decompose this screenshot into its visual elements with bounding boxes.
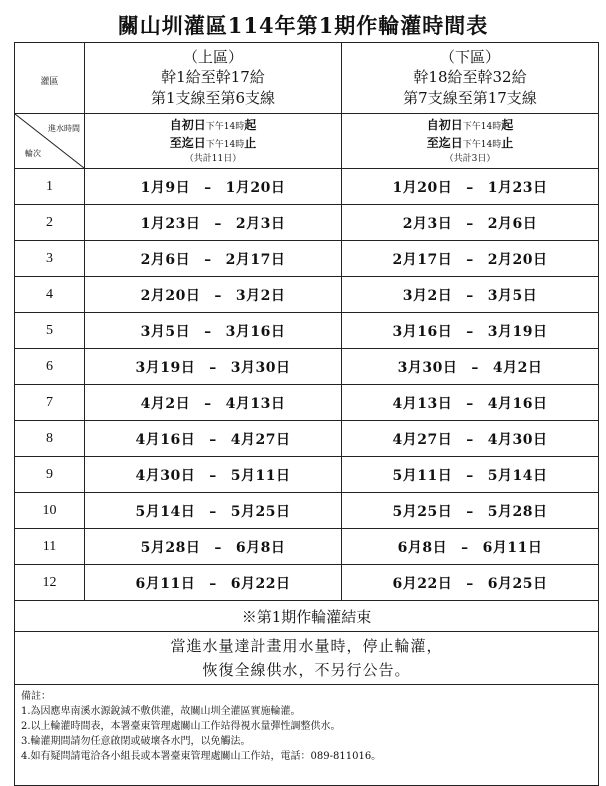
page-title: 關山圳灌區114年第1期作輪灌時間表: [117, 13, 489, 38]
lower-start-date: 6月22日: [392, 575, 453, 592]
remarks-section: [15, 685, 599, 786]
upper-start-date: 2月20日: [140, 287, 201, 304]
upper-end-rule: 至迄日下午14時止: [169, 135, 257, 150]
lower-end-date: 4月2日: [492, 359, 543, 376]
lower-zone-period: [342, 529, 599, 565]
upper-zone-name: （上區）: [182, 48, 243, 66]
upper-start-date: 4月30日: [135, 467, 196, 484]
zone-label-cell: [15, 43, 85, 114]
lower-zone-period: [342, 565, 599, 601]
water-supply-notice: [15, 632, 599, 685]
round-number: 9: [15, 457, 85, 493]
upper-end-date: 4月27日: [230, 431, 291, 448]
notice-line-1: 當進水量達計畫用水量時，停止輪灌，: [170, 637, 443, 655]
upper-time-rule: [85, 114, 342, 169]
date-dash: –: [466, 575, 474, 592]
lower-start-date: 2月3日: [402, 215, 453, 232]
upper-end-date: 2月3日: [235, 215, 286, 232]
round-number: 2: [15, 205, 85, 241]
table-row: [15, 169, 599, 205]
date-dash: –: [209, 431, 217, 448]
date-dash: –: [209, 467, 217, 484]
round-number: 6: [15, 349, 85, 385]
upper-end-date: 5月25日: [230, 503, 291, 520]
date-dash: –: [466, 431, 474, 448]
upper-end-date: 6月8日: [235, 539, 286, 556]
date-dash: –: [204, 395, 212, 412]
lower-end-date: 4月16日: [487, 395, 548, 412]
round-label: 輪次: [25, 149, 41, 158]
upper-zone-period: [85, 349, 342, 385]
upper-end-date: 3月2日: [235, 287, 286, 304]
irrigation-schedule-table: [14, 42, 599, 786]
lower-zone-period: [342, 457, 599, 493]
lower-end-date: 6月25日: [487, 575, 548, 592]
lower-start-date: 5月11日: [392, 467, 453, 484]
round-number: 1: [15, 169, 85, 205]
date-dash: –: [209, 503, 217, 520]
lower-total-days: （共計3日）: [444, 153, 496, 164]
upper-start-date: 1月23日: [140, 215, 201, 232]
date-dash: –: [214, 539, 222, 556]
date-dash: –: [466, 395, 474, 412]
lower-end-date: 3月5日: [487, 287, 538, 304]
lower-time-rule: [342, 114, 599, 169]
upper-end-date: 6月22日: [230, 575, 291, 592]
lower-end-date: 1月23日: [487, 179, 548, 196]
notice-line-2: 恢復全線供水，不另行公告。: [202, 661, 411, 679]
lower-start-date: 2月17日: [392, 251, 453, 268]
upper-zone-header: [85, 43, 342, 114]
lower-end-rule: 至迄日下午14時止: [426, 135, 514, 150]
lower-end-date: 6月11日: [482, 539, 543, 556]
date-dash: –: [471, 359, 479, 376]
table-row: [15, 205, 599, 241]
upper-start-date: 3月19日: [135, 359, 196, 376]
lower-start-date: 4月13日: [392, 395, 453, 412]
upper-start-date: 6月11日: [135, 575, 196, 592]
lower-start-date: 3月2日: [402, 287, 453, 304]
table-row: [15, 421, 599, 457]
lower-start-date: 5月25日: [392, 503, 453, 520]
upper-zone-period: [85, 313, 342, 349]
upper-zone-branches: 幹1給至幹17給: [161, 68, 265, 86]
diagonal-header-cell: [15, 114, 85, 169]
date-dash: –: [466, 179, 474, 196]
upper-start-rule: 自初日下午14時起: [169, 117, 257, 132]
lower-zone-branches: 幹18給至幹32給: [413, 68, 527, 86]
lower-end-date: 2月20日: [487, 251, 548, 268]
date-dash: –: [461, 539, 469, 556]
upper-total-days: （共計11日）: [184, 153, 242, 164]
date-dash: –: [204, 251, 212, 268]
table-row: [15, 313, 599, 349]
round-number: 8: [15, 421, 85, 457]
upper-zone-period: [85, 529, 342, 565]
lower-zone-period: [342, 205, 599, 241]
round-number: 12: [15, 565, 85, 601]
table-row: [15, 349, 599, 385]
lower-zone-header: [342, 43, 599, 114]
lower-zone-period: [342, 385, 599, 421]
date-dash: –: [466, 287, 474, 304]
upper-zone-period: [85, 565, 342, 601]
remark-item: 1.為因應卑南溪水源銳減不敷供灌，故關山圳全灌區實施輪灌。: [21, 706, 301, 717]
date-dash: –: [209, 359, 217, 376]
lower-zone-name: （下區）: [439, 48, 500, 66]
zone-header-row: [15, 43, 599, 114]
date-dash: –: [209, 575, 217, 592]
date-dash: –: [466, 251, 474, 268]
lower-start-date: 3月30日: [397, 359, 458, 376]
upper-start-date: 5月14日: [135, 503, 196, 520]
lower-zone-period: [342, 313, 599, 349]
table-row: [15, 565, 599, 601]
upper-zone-period: [85, 169, 342, 205]
upper-zone-lines: 第1支線至第6支線: [150, 89, 276, 107]
table-row: [15, 385, 599, 421]
upper-start-date: 2月6日: [140, 251, 191, 268]
date-dash: –: [204, 323, 212, 340]
table-row: [15, 493, 599, 529]
upper-zone-period: [85, 385, 342, 421]
round-number: 4: [15, 277, 85, 313]
date-dash: –: [466, 503, 474, 520]
round-number: 7: [15, 385, 85, 421]
lower-zone-period: [342, 349, 599, 385]
date-dash: –: [214, 215, 222, 232]
upper-start-date: 4月2日: [140, 395, 191, 412]
round-number: 3: [15, 241, 85, 277]
inflow-time-label: 進水時間: [48, 124, 80, 133]
upper-zone-period: [85, 457, 342, 493]
upper-end-date: 4月13日: [225, 395, 286, 412]
upper-start-date: 5月28日: [140, 539, 201, 556]
upper-end-date: 3月16日: [225, 323, 286, 340]
lower-zone-period: [342, 421, 599, 457]
lower-end-date: 2月6日: [487, 215, 538, 232]
lower-end-date: 3月19日: [487, 323, 548, 340]
lower-end-date: 4月30日: [487, 431, 548, 448]
upper-end-date: 1月20日: [225, 179, 286, 196]
round-number: 10: [15, 493, 85, 529]
lower-zone-period: [342, 241, 599, 277]
upper-start-date: 4月16日: [135, 431, 196, 448]
upper-zone-period: [85, 241, 342, 277]
upper-end-date: 3月30日: [230, 359, 291, 376]
zone-label: 灌區: [40, 76, 59, 87]
upper-zone-period: [85, 421, 342, 457]
time-header-row: [15, 114, 599, 169]
upper-end-date: 5月11日: [230, 467, 291, 484]
lower-start-date: 4月27日: [392, 431, 453, 448]
upper-zone-period: [85, 277, 342, 313]
date-dash: –: [466, 467, 474, 484]
remarks-title: 備註：: [21, 691, 51, 702]
schedule-rows: [15, 169, 599, 601]
lower-end-date: 5月28日: [487, 503, 548, 520]
table-row: [15, 241, 599, 277]
remark-item: 3.輪灌期間請勿任意啟閉或破壞各水門，以免觸法。: [21, 736, 251, 747]
date-dash: –: [466, 215, 474, 232]
remark-item: 4.如有疑問請電洽各小組長或本署臺東管理處關山工作站，電話：089-811016。: [21, 751, 382, 762]
lower-zone-period: [342, 277, 599, 313]
round-number: 11: [15, 529, 85, 565]
end-notice: ※第1期作輪灌結束: [15, 601, 599, 632]
upper-start-date: 1月9日: [140, 179, 191, 196]
lower-start-date: 3月16日: [392, 323, 453, 340]
upper-zone-period: [85, 493, 342, 529]
lower-start-date: 6月8日: [397, 539, 448, 556]
round-number: 5: [15, 313, 85, 349]
lower-start-rule: 自初日下午14時起: [426, 117, 514, 132]
upper-start-date: 3月5日: [140, 323, 191, 340]
lower-zone-period: [342, 169, 599, 205]
table-row: [15, 457, 599, 493]
date-dash: –: [214, 287, 222, 304]
upper-zone-period: [85, 205, 342, 241]
lower-start-date: 1月20日: [392, 179, 453, 196]
upper-end-date: 2月17日: [225, 251, 286, 268]
date-dash: –: [204, 179, 212, 196]
date-dash: –: [466, 323, 474, 340]
remark-item: 2.以上輪灌時間表，本署臺東管理處關山工作站得視水量彈性調整供水。: [21, 721, 341, 732]
lower-zone-lines: 第7支線至第17支線: [403, 89, 537, 107]
lower-zone-period: [342, 493, 599, 529]
table-row: [15, 277, 599, 313]
lower-end-date: 5月14日: [487, 467, 548, 484]
table-row: [15, 529, 599, 565]
